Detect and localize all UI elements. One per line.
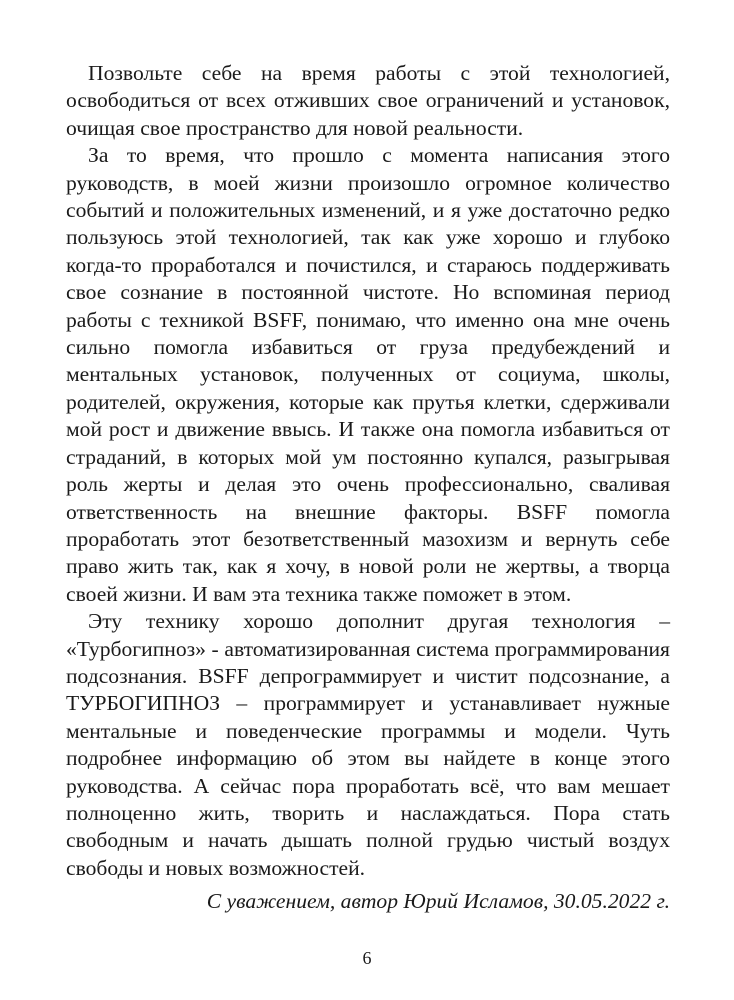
paragraph-intro: Позвольте себе на время работы с этой технологией, освободиться от всех отживших свое ограничений и установок, очищая свое пространство для новой реальности. (66, 61, 670, 140)
paragraph-experience: За то время, что прошло с момента написания этого руководств, в моей жизни произошло огромное количество событий и положительных изменений, и я уже достаточно редко пользуюсь этой технологией, так как уже хорошо и глубоко когда-то проработался и почистился, и стараюсь поддерживать свое сознание в постоянной чистоте. Но вспоминая период работы с техникой BSFF, понимаю, что именно она мне очень сильно помогла избавиться от груза предубеждений и ментальных установок, полученных от социума, школы, родителей, окружения, которые как прутья клетки, сдерживали мой рост и движение ввысь. И также она помогла избавиться от страданий, в которых мой ум постоянно купался, разыгрывая роль жерты и делая это очень профессионально, сваливая ответственность на внешние факторы. BSFF помогла проработать этот безответственный мазохизм и вернуть себе право жить так, как я хочу, в новой роли не жертвы, а творца своей жизни. И вам эта техника также поможет в этом. (66, 143, 670, 606)
author-signature: С уважением, автор Юрий Исламов, 30.05.2022 г. (206, 889, 670, 914)
page-number: 6 (362, 948, 372, 968)
page-body (66, 60, 670, 916)
paragraph-turbohypnosis: Эту технику хорошо дополнит другая технология – «Турбогипноз» - автоматизированная система программирования подсознания. BSFF депрограммирует и чистит подсознание, а ТУРБОГИПНОЗ – программирует и устанавливает нужные ментальные и поведенческие программы и модели. Чуть подробнее информацию об этом вы найдете в конце этого руководства. А сейчас пора проработать всё, что вам мешает полноценно жить, творить и наслаждаться. Пора стать свободным и начать дышать полной грудью чистый воздух свободы и новых возможностей. (66, 609, 670, 880)
